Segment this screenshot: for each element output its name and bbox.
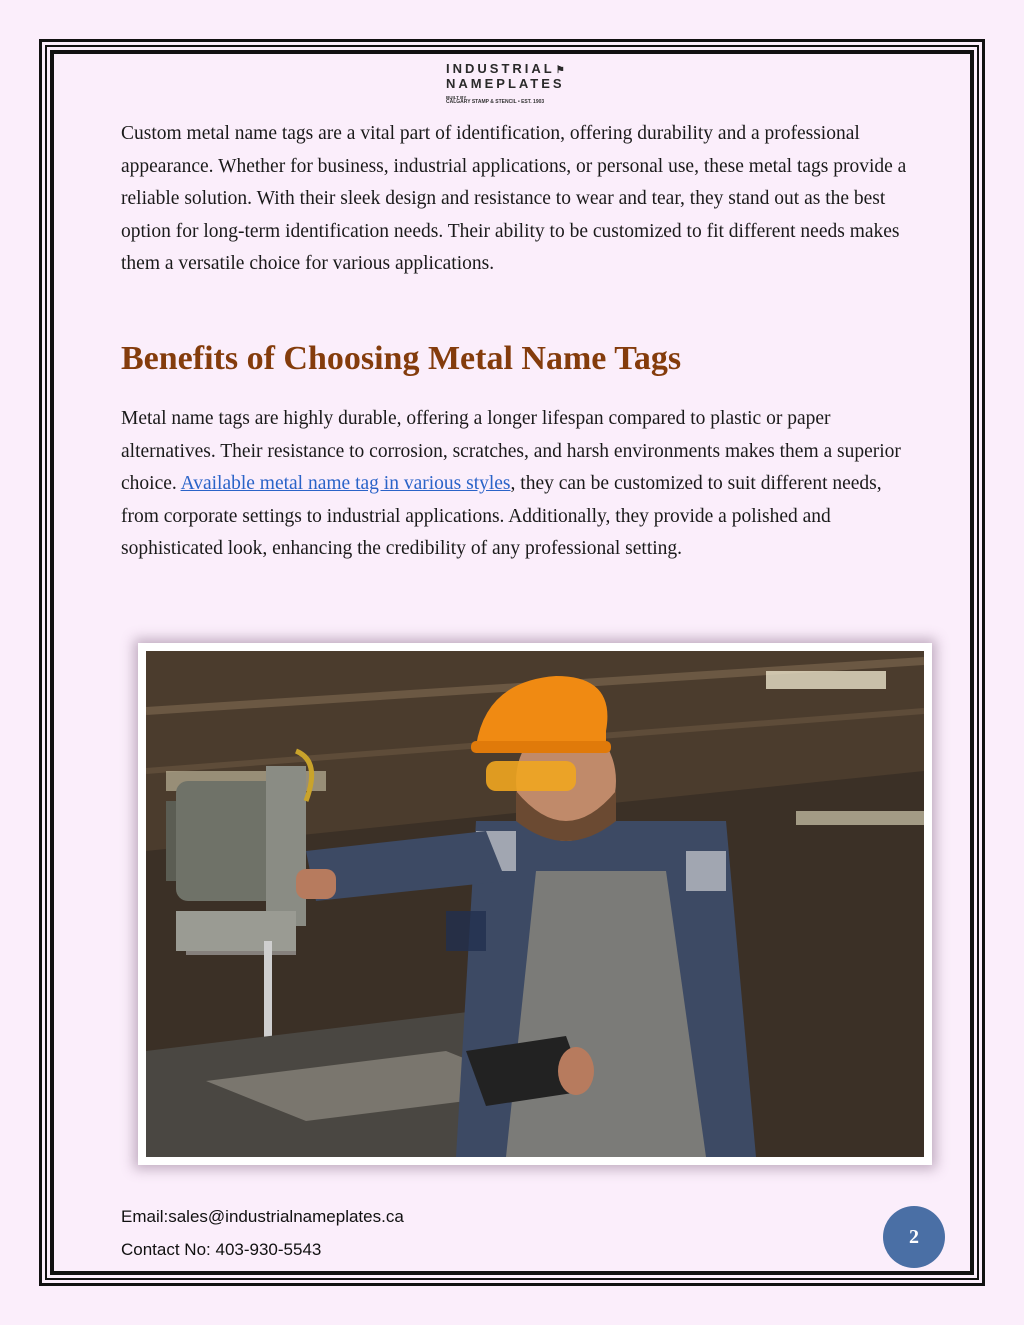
benefits-text-before-link: Metal name tags are highly durable, offering a longer lifespan compared to plastic or paper alternatives. Their resistance to corrosion, scratches, and harsh environments makes them a superior choice. — [121, 408, 901, 495]
photo-illustration — [146, 651, 924, 1157]
logo-line-1: INDUSTRIAL — [446, 61, 555, 76]
page-number: 2 — [909, 1225, 919, 1248]
maple-leaf-icon: ⚑ — [555, 65, 565, 76]
company-logo — [443, 61, 583, 109]
intro-paragraph: Custom metal name tags are a vital part of identification, offering durability and a professional appearance. Whether for business, industrial applications, or personal use, these metal tags provide a reliable solution. With their sleek design and resistance to wear and tear, they stand out as the best option for long-term identification needs. Their ability to be customized to fit different needs makes them a versatile choice for various applications. — [121, 123, 907, 275]
worker-at-drill-press-photo — [146, 651, 924, 1157]
benefits-text-after-link: , they can be customized to suit different needs, from corporate settings to industrial applications. Additionally, they provide a polished and sophisticated look, enhancing the credibility of any professional setting. — [121, 473, 882, 560]
section-heading: Benefits of Choosing Metal Name Tags — [121, 340, 682, 377]
logo-line-2: NAMEPLATES — [446, 76, 565, 91]
photo-frame — [138, 643, 932, 1165]
logo-built-by: BUILT BY — [446, 95, 467, 100]
logo-company: CALGARY STAMP & STENCIL • EST. 1903 — [446, 99, 545, 105]
benefits-paragraph — [121, 403, 911, 566]
page-number-badge — [883, 1206, 945, 1268]
footer-contact: Contact No: 403-930-5543 — [121, 1240, 322, 1259]
footer-email: Email:sales@industrialnameplates.ca — [121, 1207, 404, 1226]
metal-name-tag-styles-link[interactable]: Available metal name tag in various styles — [180, 473, 511, 495]
